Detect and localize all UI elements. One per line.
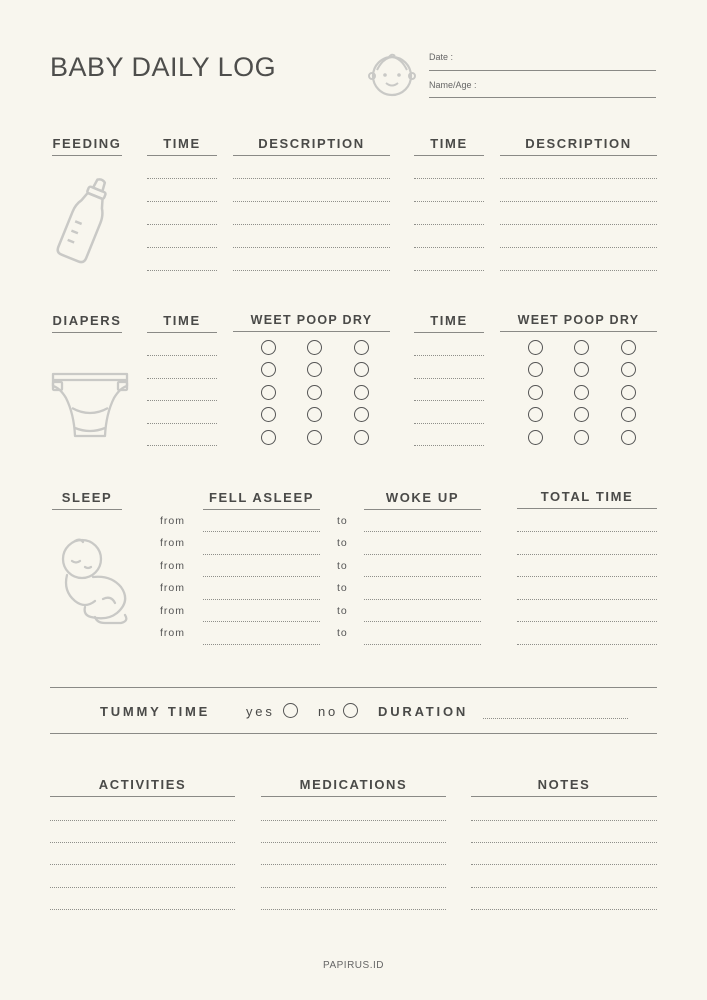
- diapers-time-header-2: TIME: [414, 313, 484, 333]
- activities-line[interactable]: [50, 909, 235, 910]
- to-label: to: [337, 537, 348, 549]
- diapers-label: DIAPERS: [52, 313, 122, 333]
- total-time-line[interactable]: [517, 621, 657, 622]
- woke-up-header: WOKE UP: [364, 490, 481, 510]
- notes-line[interactable]: [471, 887, 657, 888]
- woke-up-line[interactable]: [364, 644, 481, 645]
- date-label: Date :: [429, 52, 454, 62]
- medications-line[interactable]: [261, 842, 446, 843]
- diaper-icon: [50, 368, 130, 440]
- medications-line[interactable]: [261, 820, 446, 821]
- activities-line[interactable]: [50, 887, 235, 888]
- medications-header: MEDICATIONS: [261, 777, 446, 797]
- page-title: BABY DAILY LOG: [50, 52, 277, 82]
- woke-up-line[interactable]: [364, 599, 481, 600]
- to-label: to: [337, 605, 348, 617]
- notes-line[interactable]: [471, 842, 657, 843]
- notes-line[interactable]: [471, 820, 657, 821]
- feeding-time-line[interactable]: [147, 201, 217, 202]
- medications-line[interactable]: [261, 887, 446, 888]
- from-label: from: [160, 515, 185, 527]
- medications-line[interactable]: [261, 909, 446, 910]
- weet-checkbox[interactable]: [261, 362, 276, 377]
- tummy-yes-radio[interactable]: [283, 703, 298, 718]
- feeding-description-line[interactable]: [500, 224, 657, 225]
- diapers-time-line[interactable]: [147, 378, 217, 379]
- feeding-time-line[interactable]: [414, 178, 484, 179]
- poop-checkbox[interactable]: [574, 430, 589, 445]
- diapers-time-line[interactable]: [147, 400, 217, 401]
- total-time-line[interactable]: [517, 576, 657, 577]
- from-label: from: [160, 582, 185, 594]
- sleeping-baby-icon: [55, 535, 135, 627]
- feeding-label: FEEDING: [52, 136, 122, 156]
- total-time-line[interactable]: [517, 554, 657, 555]
- medications-line[interactable]: [261, 864, 446, 865]
- total-time-header: TOTAL TIME: [517, 489, 657, 509]
- from-label: from: [160, 605, 185, 617]
- weet-checkbox[interactable]: [528, 340, 543, 355]
- duration-field[interactable]: [483, 718, 628, 719]
- diapers-time-line[interactable]: [147, 423, 217, 424]
- weet-checkbox[interactable]: [528, 430, 543, 445]
- footer-brand: PAPIRUS.ID: [323, 960, 384, 971]
- tummy-time-label: TUMMY TIME: [100, 704, 211, 719]
- diapers-time-line[interactable]: [414, 400, 484, 401]
- feeding-time-line[interactable]: [147, 247, 217, 248]
- from-label: from: [160, 627, 185, 639]
- feeding-description-line[interactable]: [233, 201, 390, 202]
- notes-header: NOTES: [471, 777, 657, 797]
- feeding-time-line[interactable]: [414, 247, 484, 248]
- poop-checkbox[interactable]: [574, 407, 589, 422]
- divider-bottom: [50, 733, 657, 734]
- poop-checkbox[interactable]: [307, 362, 322, 377]
- woke-up-line[interactable]: [364, 576, 481, 577]
- poop-checkbox[interactable]: [307, 407, 322, 422]
- poop-checkbox[interactable]: [307, 430, 322, 445]
- fell-asleep-line[interactable]: [203, 599, 320, 600]
- date-field[interactable]: [429, 70, 656, 71]
- dry-checkbox[interactable]: [621, 430, 636, 445]
- sleep-label: SLEEP: [52, 490, 122, 510]
- dry-checkbox[interactable]: [354, 385, 369, 400]
- diapers-wpd-header: WEET POOP DRY: [233, 313, 390, 332]
- notes-line[interactable]: [471, 864, 657, 865]
- diapers-time-line[interactable]: [147, 445, 217, 446]
- to-label: to: [337, 560, 348, 572]
- diapers-time-line[interactable]: [414, 378, 484, 379]
- feeding-description-line[interactable]: [233, 247, 390, 248]
- fell-asleep-line[interactable]: [203, 621, 320, 622]
- baby-face-icon: [367, 52, 417, 98]
- feeding-description-header: DESCRIPTION: [233, 136, 390, 156]
- to-label: to: [337, 627, 348, 639]
- fell-asleep-line[interactable]: [203, 644, 320, 645]
- feeding-time-header-2: TIME: [414, 136, 484, 156]
- diapers-time-header: TIME: [147, 313, 217, 333]
- feeding-description-line[interactable]: [500, 201, 657, 202]
- weet-checkbox[interactable]: [261, 407, 276, 422]
- fell-asleep-line[interactable]: [203, 531, 320, 532]
- divider-top: [50, 687, 657, 688]
- dry-checkbox[interactable]: [354, 407, 369, 422]
- total-time-line[interactable]: [517, 644, 657, 645]
- feeding-description-header-2: DESCRIPTION: [500, 136, 657, 156]
- woke-up-line[interactable]: [364, 554, 481, 555]
- feeding-description-line[interactable]: [500, 178, 657, 179]
- woke-up-line[interactable]: [364, 531, 481, 532]
- feeding-description-line[interactable]: [500, 247, 657, 248]
- dry-checkbox[interactable]: [354, 362, 369, 377]
- weet-checkbox[interactable]: [261, 340, 276, 355]
- fell-asleep-header: FELL ASLEEP: [203, 490, 320, 510]
- dry-checkbox[interactable]: [621, 340, 636, 355]
- poop-checkbox[interactable]: [574, 385, 589, 400]
- total-time-line[interactable]: [517, 599, 657, 600]
- dry-checkbox[interactable]: [621, 385, 636, 400]
- dry-checkbox[interactable]: [621, 362, 636, 377]
- feeding-description-line[interactable]: [233, 224, 390, 225]
- weet-checkbox[interactable]: [261, 430, 276, 445]
- name-age-field[interactable]: [429, 97, 656, 98]
- total-time-line[interactable]: [517, 531, 657, 532]
- feeding-time-header: TIME: [147, 136, 217, 156]
- baby-bottle-icon: [50, 175, 120, 267]
- poop-checkbox[interactable]: [307, 340, 322, 355]
- weet-checkbox[interactable]: [528, 407, 543, 422]
- woke-up-line[interactable]: [364, 621, 481, 622]
- dry-checkbox[interactable]: [354, 340, 369, 355]
- from-label: from: [160, 537, 185, 549]
- to-label: to: [337, 582, 348, 594]
- feeding-time-line[interactable]: [147, 270, 217, 271]
- weet-checkbox[interactable]: [528, 385, 543, 400]
- notes-line[interactable]: [471, 909, 657, 910]
- activities-header: ACTIVITIES: [50, 777, 235, 797]
- activities-line[interactable]: [50, 820, 235, 821]
- poop-checkbox[interactable]: [307, 385, 322, 400]
- dry-checkbox[interactable]: [354, 430, 369, 445]
- feeding-description-line[interactable]: [500, 270, 657, 271]
- diapers-time-line[interactable]: [414, 423, 484, 424]
- diapers-time-line[interactable]: [414, 355, 484, 356]
- activities-line[interactable]: [50, 842, 235, 843]
- diapers-time-line[interactable]: [147, 355, 217, 356]
- feeding-description-line[interactable]: [233, 270, 390, 271]
- tummy-no-label: no: [318, 704, 339, 719]
- name-age-label: Name/Age :: [429, 80, 477, 90]
- dry-checkbox[interactable]: [621, 407, 636, 422]
- feeding-time-line[interactable]: [147, 178, 217, 179]
- tummy-yes-label: yes: [246, 704, 275, 719]
- diapers-wpd-header-2: WEET POOP DRY: [500, 313, 657, 332]
- feeding-time-line[interactable]: [414, 270, 484, 271]
- from-label: from: [160, 560, 185, 572]
- feeding-description-line[interactable]: [233, 178, 390, 179]
- activities-line[interactable]: [50, 864, 235, 865]
- duration-label: DURATION: [378, 704, 469, 719]
- feeding-time-line[interactable]: [147, 224, 217, 225]
- weet-checkbox[interactable]: [261, 385, 276, 400]
- fell-asleep-line[interactable]: [203, 554, 320, 555]
- feeding-time-line[interactable]: [414, 224, 484, 225]
- tummy-no-radio[interactable]: [343, 703, 358, 718]
- weet-checkbox[interactable]: [528, 362, 543, 377]
- poop-checkbox[interactable]: [574, 340, 589, 355]
- poop-checkbox[interactable]: [574, 362, 589, 377]
- diapers-time-line[interactable]: [414, 445, 484, 446]
- fell-asleep-line[interactable]: [203, 576, 320, 577]
- to-label: to: [337, 515, 348, 527]
- feeding-time-line[interactable]: [414, 201, 484, 202]
